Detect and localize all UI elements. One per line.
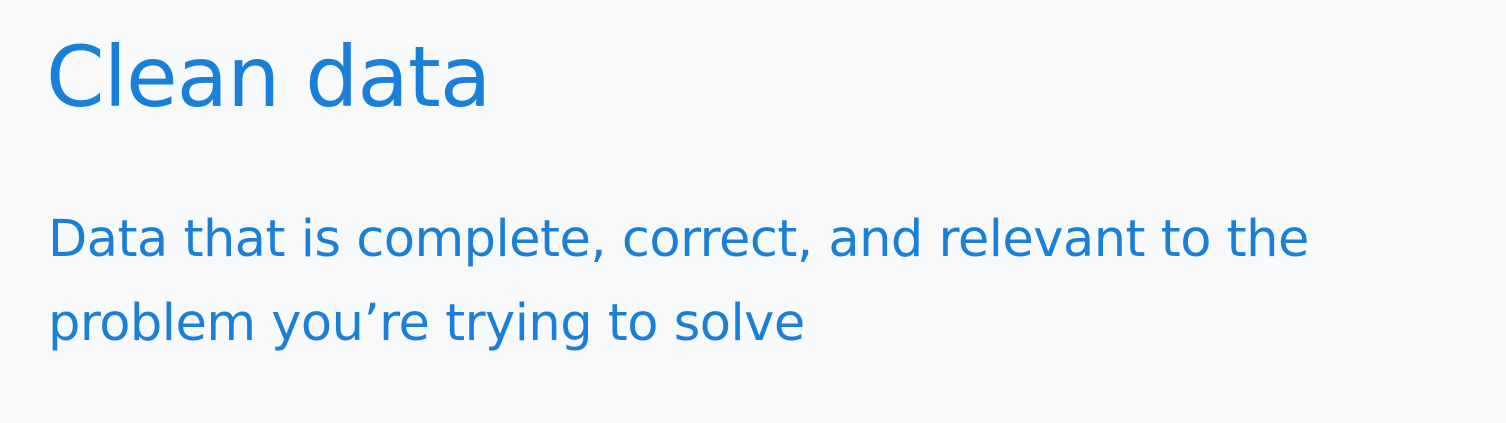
definition-text: Data that is complete, correct, and relevant to the problem you’re trying to solve: [48, 210, 1309, 353]
slide-title: Clean data: [46, 28, 491, 126]
